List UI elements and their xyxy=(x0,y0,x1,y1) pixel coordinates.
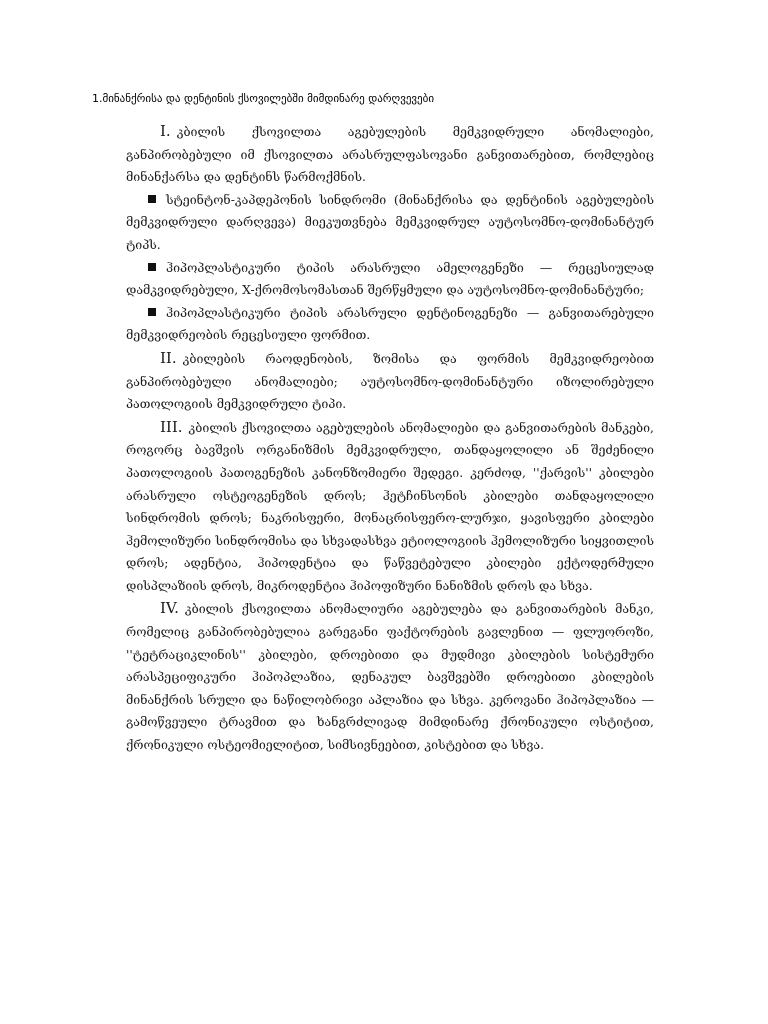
bullet-item xyxy=(126,302,654,347)
scanned-page-image xyxy=(118,118,656,842)
section-4 xyxy=(126,597,654,756)
bullet-item xyxy=(126,257,654,302)
bullet-text: სტეინტონ-კაპდეპონის სინდრომი (მინანქრისა და დენტინის აგებულების მემკვიდრული დარღვევა) მიეკუთვნება მემკვიდრულ აუტოსომნო-დომინანტურ ტიპს. xyxy=(126,191,654,252)
section-number: III. xyxy=(160,417,183,436)
section-text: კბილის ქსოვილთა ანომალიური აგებულება და განვითარების მანკი, რომელიც განპირობებულია გარეგანი ფაქტორების გავლენით — ფლუოროზი, ''ტეტრაციკლინის'' კბილები, დროებითი და მუდმივი კბილების სისტემური არასპეციფიკური ჰიპოპლაზია, დენაკულ ბავშვებში დროებითი კბილების მინანქრის სრული და ნაწილობრივი აპლაზია და სხვა. კეროვანი ჰიპოპლაზია — გამოწვეული ტრავმით და ხანგრძლივად მიმდინარე ქრონიკული ოსტიტით, ქრონიკული ოსტეომიელიტით, სიმსივნეებით, კისტებით და სხვა. xyxy=(126,601,654,753)
section-1 xyxy=(126,120,654,189)
section-text: კბილის ქსოვილთა აგებულების ანომალიები და განვითარების მანკები, როგორც ბავშვის ორგანიზმის მემკვიდრული, თანდაყოლილი ან შეძენილი პათოლოგიის პათოგენეზის კანონზომიერი შედეგი. კერძოდ, ''ქარვის'' კბილები არასრული ოსტეოგენეზის დროს; ჰეტჩინსონის კბილები თანდაყოლილი სინდრომის დროს; ნაკრისფერი, მონაცრისფერო-ლურჯი, ყავისფერი კბილები ჰემოლიზური სინდრომისა და სხვადასხვა ეტიოლოგიის ჰემოლიზური სიყვითლის დროს; ადენტია, ჰიპოდენტია და წაწვეტებული კბილები ექტოდერმული დისპლაზიის დროს, მიკროდენტია ჰიპოფიზური ნანიზმის დროს და სხვა. xyxy=(126,419,654,593)
section-number: IV. xyxy=(160,599,179,618)
section-number: II. xyxy=(160,348,177,367)
section-text: კბილების რაოდენობის, ზომისა და ფორმის მემკვიდრეობით განპირობებული ანომალიები; აუტოსომნო-დომინანტური იზოლირებული პათოლოგიის მემკვიდრული ტიპი. xyxy=(126,350,654,412)
bullet-text: ჰიპოპლასტიკური ტიპის არასრული ამელოგენეზი — რეცესიულად დამკვიდრებული, X-ქრომოსომასთან შერწყმული და აუტოსომნო-დომინანტური; xyxy=(126,259,654,298)
section-text: კბილის ქსოვილთა აგებულების მემკვიდრული ანომალიები, განპირობებული იმ ქსოვილთა არასრულფასოვანი განვითარებით, რომლებიც მინანქარსა და დენტინს წარმოქმნის. xyxy=(126,124,654,185)
square-bullet-icon xyxy=(148,195,156,203)
section-2 xyxy=(126,347,654,416)
square-bullet-icon xyxy=(148,263,156,271)
section-3 xyxy=(126,416,654,598)
bullet-item xyxy=(126,189,654,257)
scanned-text-body xyxy=(118,118,656,757)
section-number: I. xyxy=(160,122,171,140)
bullet-text: ჰიპოპლასტიკური ტიპის არასრული დენტინოგენეზი — განვითარებული მემკვიდრეობის რეცესიული ფორმით. xyxy=(126,304,654,343)
page-heading: 1.მინანქრისა და დენტინის ქსოვილებში მიმდინარე დარღვევები xyxy=(92,92,435,105)
square-bullet-icon xyxy=(148,308,156,316)
